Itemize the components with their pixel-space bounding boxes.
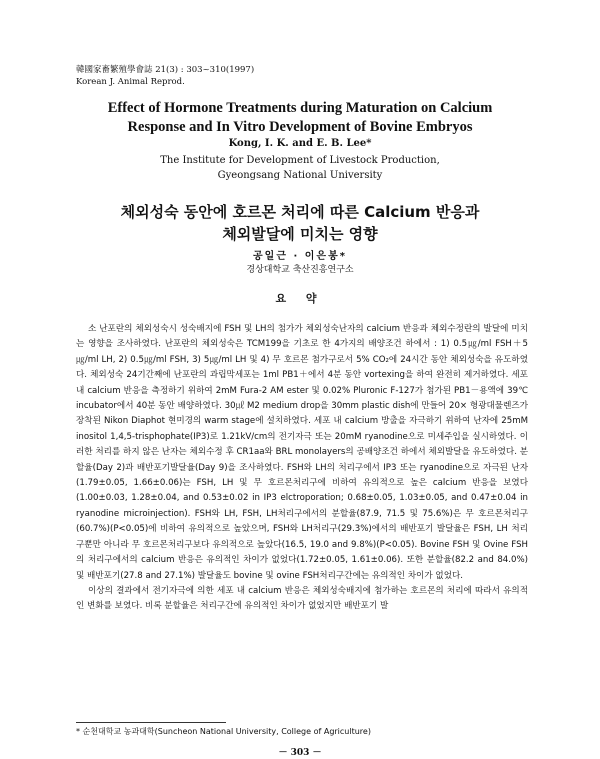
english-institution	[60, 153, 540, 183]
english-title	[60, 99, 540, 137]
footnote-divider	[76, 722, 226, 723]
english-institution-line2: Gyeongsang National University	[217, 170, 383, 181]
korean-title-line2: 체외발달에 미치는 영향	[222, 225, 378, 243]
journal-citation	[76, 64, 254, 88]
english-authors: Kong, I. K. and E. B. Lee*	[228, 138, 372, 149]
journal-name-english: Korean J. Animal Reprod.	[76, 77, 185, 87]
abstract-paragraph-2: 이상의 결과에서 전기자극에 의한 세포 내 calcium 반응은 체외성숙배지에 첨가하는 호르몬의 처리에 따라서 유의적인 변화를 보였다. 비록 분할율은 처리구간에 유의적인 차이가 없었지만 배반포기 발	[76, 585, 528, 612]
korean-title-line1: 체외성숙 동안에 호르몬 처리에 따른 Calcium 반응과	[120, 203, 480, 221]
english-title-line2: Response and In Vitro Development of Bovine Embryos	[127, 119, 473, 135]
journal-name-korean: 韓國家畜繁殖學會誌 21(3) : 303~310(1997)	[76, 65, 255, 75]
korean-institution: 경상대학교 축산진흥연구소	[246, 265, 354, 275]
korean-title	[60, 201, 540, 245]
korean-authors: 공일근 · 이은봉*	[253, 251, 347, 262]
abstract-paragraph-1: 소 난포란의 체외성숙시 성숙배지에 FSH 및 LH의 첨가가 체외성숙난자의 calcium 반응과 체외수정란의 발달에 미치는 영향을 조사하였다. 난포란의 체외성숙은 TCM199을 기초로 한 4가지의 배양조건 하에서 : 1) 0.5㎍/ml FSH＋5㎍/ml LH, 2) 0.5㎍/ml FSH, 3) 5㎍/ml LH 및 4) 무 호르몬 첨가구로서 5% CO₂에 24시간 동안 체외성숙을 유도하였다. 체외성숙 24기간째에 난포란의 과립막세포는 1ml PB1＋에서 4분 동안 vortexing을 하여 완전히 제거하였다. 세포 내 calcium 반응을 측정하기 위하여 2mM Fura-2 AM ester 및 0.02% Pluronic F-127가 첨가된 PB1－용액에 39℃ incubator에서 40분 동안 배양하였다. 30㎕ M2 medium drop을 30mm plastic dish에 만들어 20× 형광대물렌즈가 장착된 Nikon Diaphot 현미경의 warm stage에 설치하였다. 세포 내 calcium 방출을 자극하기 위하여 난자에 25mM inositol 1,4,5-trisphophate(IP3)로 1.21kV/cm의 전기자극 또는 20mM ryanodine으로 미세주입을 실시하였다. 이러한 처리를 하지 않은 난자는 체외수정 후 CR1aa와 BRL monolayers의 공배양조건 하에서 체외발달을 유도하였다. 분할율(Day 2)과 배반포기발달율(Day 9)을 조사하였다. FSH와 LH의 처리구에서 IP3 또는 ryanodine으로 자극된 난자(1.79±0.05, 1.66±0.06)는 FSH, LH 및 무 호르몬처리구에 비하여 유의적으로 높은 calcium 반응을 보였다(1.00±0.03, 1.28±0.04, and 0.53±0.02 in IP3 elctroporation; 0.68±0.05, 1.03±0.05, and 0.47±0.04 in ryanodine microinjection). FSH와 LH, FSH, LH처리구에서의 분할율(87.9, 71.5 및 75.6%)은 무 호르몬처리구(60.7%)(P<0.05)에 비하여 유의적으로 높았으며, FSH와 LH처리구(29.3%)에서의 배반포기 발달율은 FSH, LH 처리구뿐만 아니라 무 호르몬처리구보다 유의적으로 높았다(16.5, 19.0 and 9.8%)(P<0.05). Bovine FSH 및 Ovine FSH의 처리구에서의 calcium 반응은 유의적인 차이가 없었다(1.72±0.05, 1.61±0.06). 또한 분할율(82.2 and 84.0%) 및 배반포기(27.8 and 27.1%) 발달율도 bovine 및 ovine FSH처리구간에는 유의적인 차이가 없었다.	[76, 324, 528, 581]
abstract-body	[76, 322, 528, 615]
english-institution-line1: The Institute for Development of Livestock Production,	[160, 155, 440, 166]
page-number: － 303 －	[278, 748, 322, 758]
footnote: * 순천대학교 농과대학(Suncheon National University, College of Agriculture)	[76, 727, 371, 736]
english-title-line1: Effect of Hormone Treatments during Maturation on Calcium	[107, 100, 493, 116]
abstract-heading: 요 약	[275, 292, 325, 305]
